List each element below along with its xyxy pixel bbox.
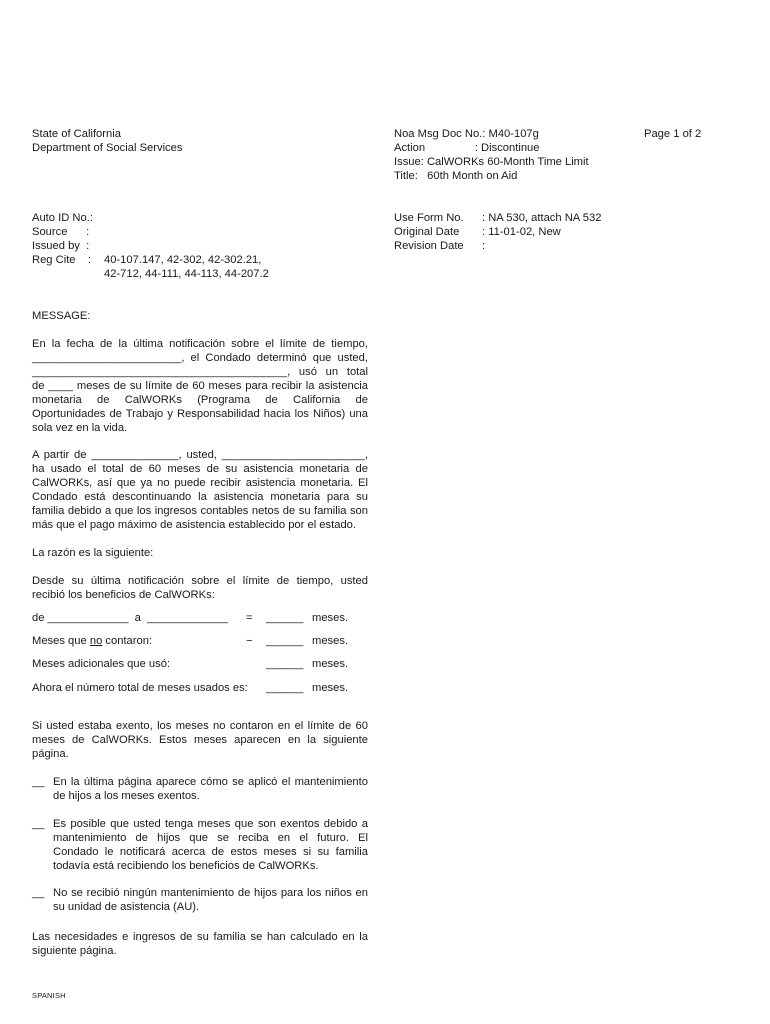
paragraph-line: Es posible que usted tenga meses que son exentos debido a (53, 818, 368, 830)
calc-blank: ______ (266, 658, 304, 670)
auto-id-label: Auto ID No.: (32, 212, 93, 224)
doc-issue: Issue: CalWORKs 60-Month Time Limit (394, 156, 589, 168)
paragraph-line: En la fecha de la última notificación sobre el límite de tiempo, (32, 338, 368, 350)
revision-date-value: : (482, 240, 486, 252)
paragraph-line: CalWORKs, así que ya no puede recibir asistencia monetaria. El (32, 477, 368, 489)
paragraph-line: ha usado el total de 60 meses de su asistencia monetaria de (32, 463, 368, 475)
calc-operator: = (246, 612, 253, 624)
checkbox-blank[interactable]: __ (32, 776, 45, 788)
paragraph-line: familia debido a que los ingresos contables netos de su familia son (32, 505, 368, 517)
paragraph-line: Condado está descontinuando la asistencia monetaria para su (32, 491, 368, 503)
reason-heading: La razón es la siguiente: (32, 547, 154, 559)
paragraph-line: siguiente página. (32, 945, 117, 957)
calc-label-underlined: no (89, 635, 103, 647)
paragraph-line: mantenimiento de hijos que se reciba en el futuro. El (53, 832, 368, 844)
paragraph-line: ________________________, el Condado determinó que usted, (32, 352, 368, 364)
paragraph-line: A partir de ______________, usted, _______________________, (32, 449, 368, 461)
calc-row-period (32, 611, 368, 625)
original-date-value: : 11-01-02, New (482, 226, 561, 238)
paragraph-line: sola vez en la vida. (32, 422, 128, 434)
option-item (32, 886, 368, 914)
paragraph-since-notice (32, 574, 368, 602)
reg-cite-value-2: 42-712, 44-111, 44-113, 44-207.2 (104, 268, 269, 280)
calc-row-total (32, 681, 368, 695)
issued-by-label: Issued by : (32, 240, 90, 252)
paragraph-line: Si usted estaba exento, los meses no contaron en el límite de 60 (32, 720, 368, 732)
use-form-value: : NA 530, attach NA 532 (482, 212, 602, 224)
paragraph-line: _________________________________________, usó un total (32, 366, 368, 378)
doc-number: Noa Msg Doc No.: M40-107g (394, 128, 539, 140)
calc-blank: ______ (266, 635, 304, 647)
message-label: MESSAGE: (32, 310, 91, 322)
calc-label: Ahora el número total de meses usados es: (32, 682, 248, 694)
option-text (53, 817, 368, 873)
calc-blank: ______ (266, 612, 304, 624)
paragraph-line: recibió los beneficios de CalWORKs: (32, 589, 215, 601)
calc-label-part: Meses que (32, 635, 90, 647)
reg-cite-value: 40-107.147, 42-302, 42-302.21, (104, 254, 262, 266)
option-item (32, 775, 368, 803)
agency-state: State of California (32, 128, 121, 140)
source-label: Source : (32, 226, 90, 238)
doc-title: Title: 60th Month on Aid (394, 170, 518, 182)
calc-operator: − (246, 635, 253, 647)
original-date-label: Original Date (394, 226, 460, 238)
paragraph-line: página. (32, 748, 69, 760)
language-footer: SPANISH (32, 991, 66, 1000)
paragraph-discontinue (32, 448, 368, 532)
paragraph-line: Las necesidades e ingresos de su familia se han calculado en la (32, 931, 368, 943)
calc-unit: meses. (312, 635, 349, 647)
paragraph-line: su unidad de asistencia (AU). (53, 901, 200, 913)
paragraph-line: de ____ meses de su límite de 60 meses para recibir la asistencia (32, 380, 368, 392)
calc-unit: meses. (312, 658, 349, 670)
revision-date-label: Revision Date (394, 240, 464, 252)
calc-row-not-counted (32, 634, 368, 648)
paragraph-notice-date (32, 337, 368, 435)
page-number: Page 1 of 2 (644, 128, 702, 140)
calc-row-additional (32, 657, 368, 671)
paragraph-line: Oportunidades de Trabajo y Responsabilidad hacia los Niños) una (32, 408, 368, 420)
option-text (53, 775, 368, 803)
calc-label-part: contaron: (102, 635, 153, 647)
option-text (53, 886, 368, 914)
paragraph-line: En la última página aparece cómo se aplicó el mantenimiento (53, 776, 368, 788)
paragraph-line: Condado le notificará acerca de estos meses si su familia (53, 846, 368, 858)
paragraph-needs (32, 930, 368, 958)
reg-cite-label: Reg Cite : (32, 254, 92, 266)
paragraph-exempt (32, 719, 368, 761)
calc-label: Meses adicionales que usó: (32, 658, 171, 670)
paragraph-line: de hijos a los meses exentos. (53, 790, 200, 802)
agency-department: Department of Social Services (32, 142, 183, 154)
calc-unit: meses. (312, 682, 349, 694)
paragraph-line: todavía está recibiendo los beneficios de CalWORKs. (53, 860, 319, 872)
checkbox-blank[interactable]: __ (32, 887, 45, 899)
checkbox-blank[interactable]: __ (32, 818, 45, 830)
use-form-label: Use Form No. (394, 212, 464, 224)
option-item (32, 817, 368, 873)
calc-unit: meses. (312, 612, 349, 624)
calc-label: de _____________ a _____________ (32, 612, 228, 624)
paragraph-line: Desde su última notificación sobre el límite de tiempo, usted (32, 575, 368, 587)
calc-blank: ______ (266, 682, 304, 694)
calc-label (32, 634, 152, 648)
paragraph-line: No se recibió ningún mantenimiento de hijos para los niños en (53, 887, 368, 899)
doc-action: Action : Discontinue (394, 142, 540, 154)
paragraph-line: monetaria de CalWORKs (Programa de California de (32, 394, 368, 406)
paragraph-line: más que el pago máximo de asistencia establecido por el estado. (32, 519, 357, 531)
paragraph-line: meses de CalWORKs. Estos meses aparecen en la siguiente (32, 734, 368, 746)
